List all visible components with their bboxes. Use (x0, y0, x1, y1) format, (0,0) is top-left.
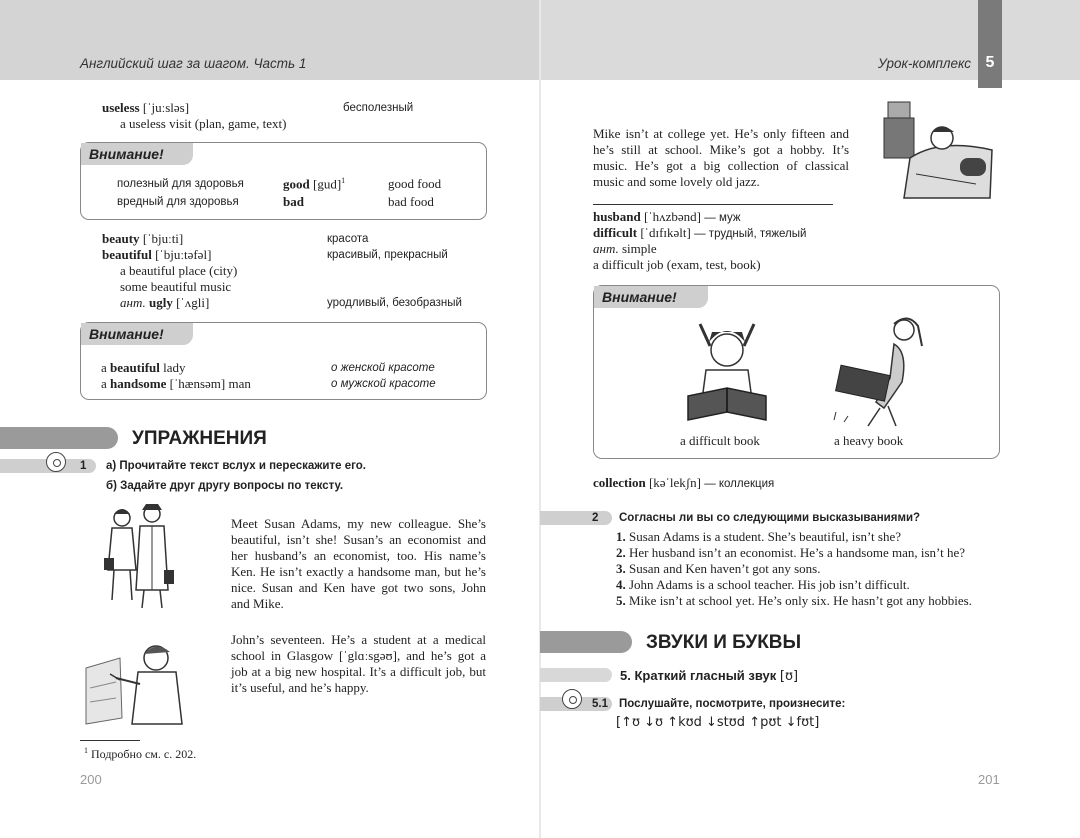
text-paragraph: Mike isn’t at college yet. He’s only fifteen and he’s still at school. Mike’s got a hobby. It’s music. He’s got a big collection of classical music and some lovely old jazz. (593, 126, 849, 189)
exercise-number: 2 (592, 512, 599, 524)
attention-row-ru: о женской красоте (331, 362, 435, 374)
exercise-number: 5.1 (592, 698, 608, 710)
attention-row-en: bad food (388, 194, 434, 209)
vocab-beauty-translation: красота (327, 233, 369, 245)
book-caption: a difficult book (680, 433, 760, 448)
section-bar (540, 631, 632, 653)
list-item: 2. Her husband isn’t an economist. He’s a handsome man, isn’t he? (616, 545, 966, 560)
heavy-book-illustration (832, 312, 932, 428)
vocab-divider (593, 204, 833, 205)
book-gutter (539, 0, 541, 838)
exercise-instruction: а) Прочитайте текст вслух и перескажите его. (106, 460, 366, 472)
vocab-difficult-example: a difficult job (exam, test, book) (593, 257, 761, 272)
text-paragraph: Meet Susan Adams, my new colleague. She’s beautiful, isn’t she! Susan’s an economist and her husband’s an economist, too. His name’s Ken. He isn’t exactly a handsome man, but he’s nice. Susan and Ken have got two sons, John and Mike. (231, 516, 486, 611)
page-number-left: 200 (80, 772, 102, 787)
vocab-husband: husband [ˈhʌzbənd] — муж (593, 209, 741, 224)
exercise-number: 1 (80, 460, 87, 472)
section-title-sounds: ЗВУКИ И БУКВЫ (646, 632, 802, 653)
section-bar (0, 427, 118, 449)
attention-row-word: good [gud]$^1$ (283, 176, 346, 192)
audio-cd-icon[interactable] (562, 689, 582, 709)
attention-row-ru: о мужской красоте (331, 378, 436, 390)
vocab-beautiful-example: some beautiful music (120, 279, 232, 294)
audio-cd-icon[interactable] (46, 452, 66, 472)
left-header-title: Английский шаг за шагом. Часть 1 (80, 56, 307, 71)
attention-label: Внимание! (81, 143, 193, 165)
difficult-book-illustration (682, 316, 772, 426)
attention-row-en: a handsome [ˈhænsəm] man (101, 376, 251, 391)
vocab-ugly-translation: уродливый, безобразный (327, 297, 462, 309)
list-item: 4. John Adams is a school teacher. His job isn’t difficult. (616, 577, 910, 592)
exercise-instruction: Послушайте, посмотрите, произнесите: (619, 698, 846, 710)
vocab-difficult: difficult [ˈdɪfɪkəlt] — трудный, тяжелый (593, 225, 807, 240)
vocab-useless-example: a useless visit (plan, game, text) (120, 116, 287, 131)
exercise-instruction: б) Задайте друг другу вопросы по тексту. (106, 480, 344, 492)
footnote: $^1$ Подробно см. с. 202. (84, 746, 197, 761)
lesson-number-tab: 5 (978, 0, 1002, 88)
list-item: 1. Susan Adams is a student. She’s beautiful, isn’t she? (616, 529, 902, 544)
section-title-exercises: УПРАЖНЕНИЯ (132, 428, 267, 449)
student-illustration (80, 628, 192, 728)
subsection-bar (540, 668, 612, 682)
vocab-difficult-antonym: ант. simple (593, 241, 657, 256)
vocab-beautiful-translation: красивый, прекрасный (327, 249, 448, 261)
exercise-instruction: Согласны ли вы со следующими высказываниями? (619, 512, 921, 524)
list-item: 3. Susan and Ken haven’t got any sons. (616, 561, 821, 576)
couple-illustration (100, 500, 180, 612)
book-caption: a heavy book (834, 433, 904, 448)
vocab-beautiful: beautiful [ˈbjuːtəfəl] (102, 247, 212, 262)
footnote-rule (80, 740, 140, 741)
attention-row-en: a beautiful lady (101, 360, 186, 375)
list-item: 5. Mike isn’t at school yet. He’s only six. He hasn’t got any hobbies. (616, 593, 972, 608)
page-number-right: 201 (978, 772, 1000, 787)
vocab-beautiful-example: a beautiful place (city) (120, 263, 238, 278)
vocab-beauty: beauty [ˈbjuːti] (102, 231, 184, 246)
vocab-collection: collection [kəˈlekʃn] — коллекция (593, 475, 775, 490)
phonetic-drill: [↑ʊ ↓ʊ ↑kʊd ↓stʊd ↑pʊt ↓fʊt] (616, 715, 820, 730)
boy-music-illustration (880, 98, 1000, 206)
subsection-title: 5. Краткий гласный звук [ʊ] (620, 668, 799, 684)
attention-row-ru: вредный для здоровья (117, 196, 239, 208)
exercise-bar (540, 511, 612, 525)
vocab-useless-translation: бесполезный (343, 102, 414, 114)
right-header-title: Урок-комплекс (878, 56, 972, 71)
attention-label: Внимание! (81, 323, 193, 345)
vocab-useless: useless [ˈjuːsləs] (102, 100, 190, 115)
attention-label: Внимание! (594, 286, 708, 308)
attention-row-en: good food (388, 176, 442, 191)
attention-box-good-bad (80, 142, 487, 220)
statements-list (616, 529, 972, 609)
attention-row-word: bad (283, 194, 304, 209)
vocab-ugly: ант. ugly [ˈʌgli] (120, 295, 210, 310)
text-paragraph: John’s seventeen. He’s a student at a medical school in Glasgow [ˈglɑːsgəʊ], and he’s got a job at a big new hospital. It’s a difficult job, but it’s useful, and he’s happy. (231, 632, 486, 695)
attention-box-beautiful-handsome (80, 322, 487, 400)
attention-row-ru: полезный для здоровья (117, 178, 244, 190)
attention-box-books (593, 285, 1000, 459)
